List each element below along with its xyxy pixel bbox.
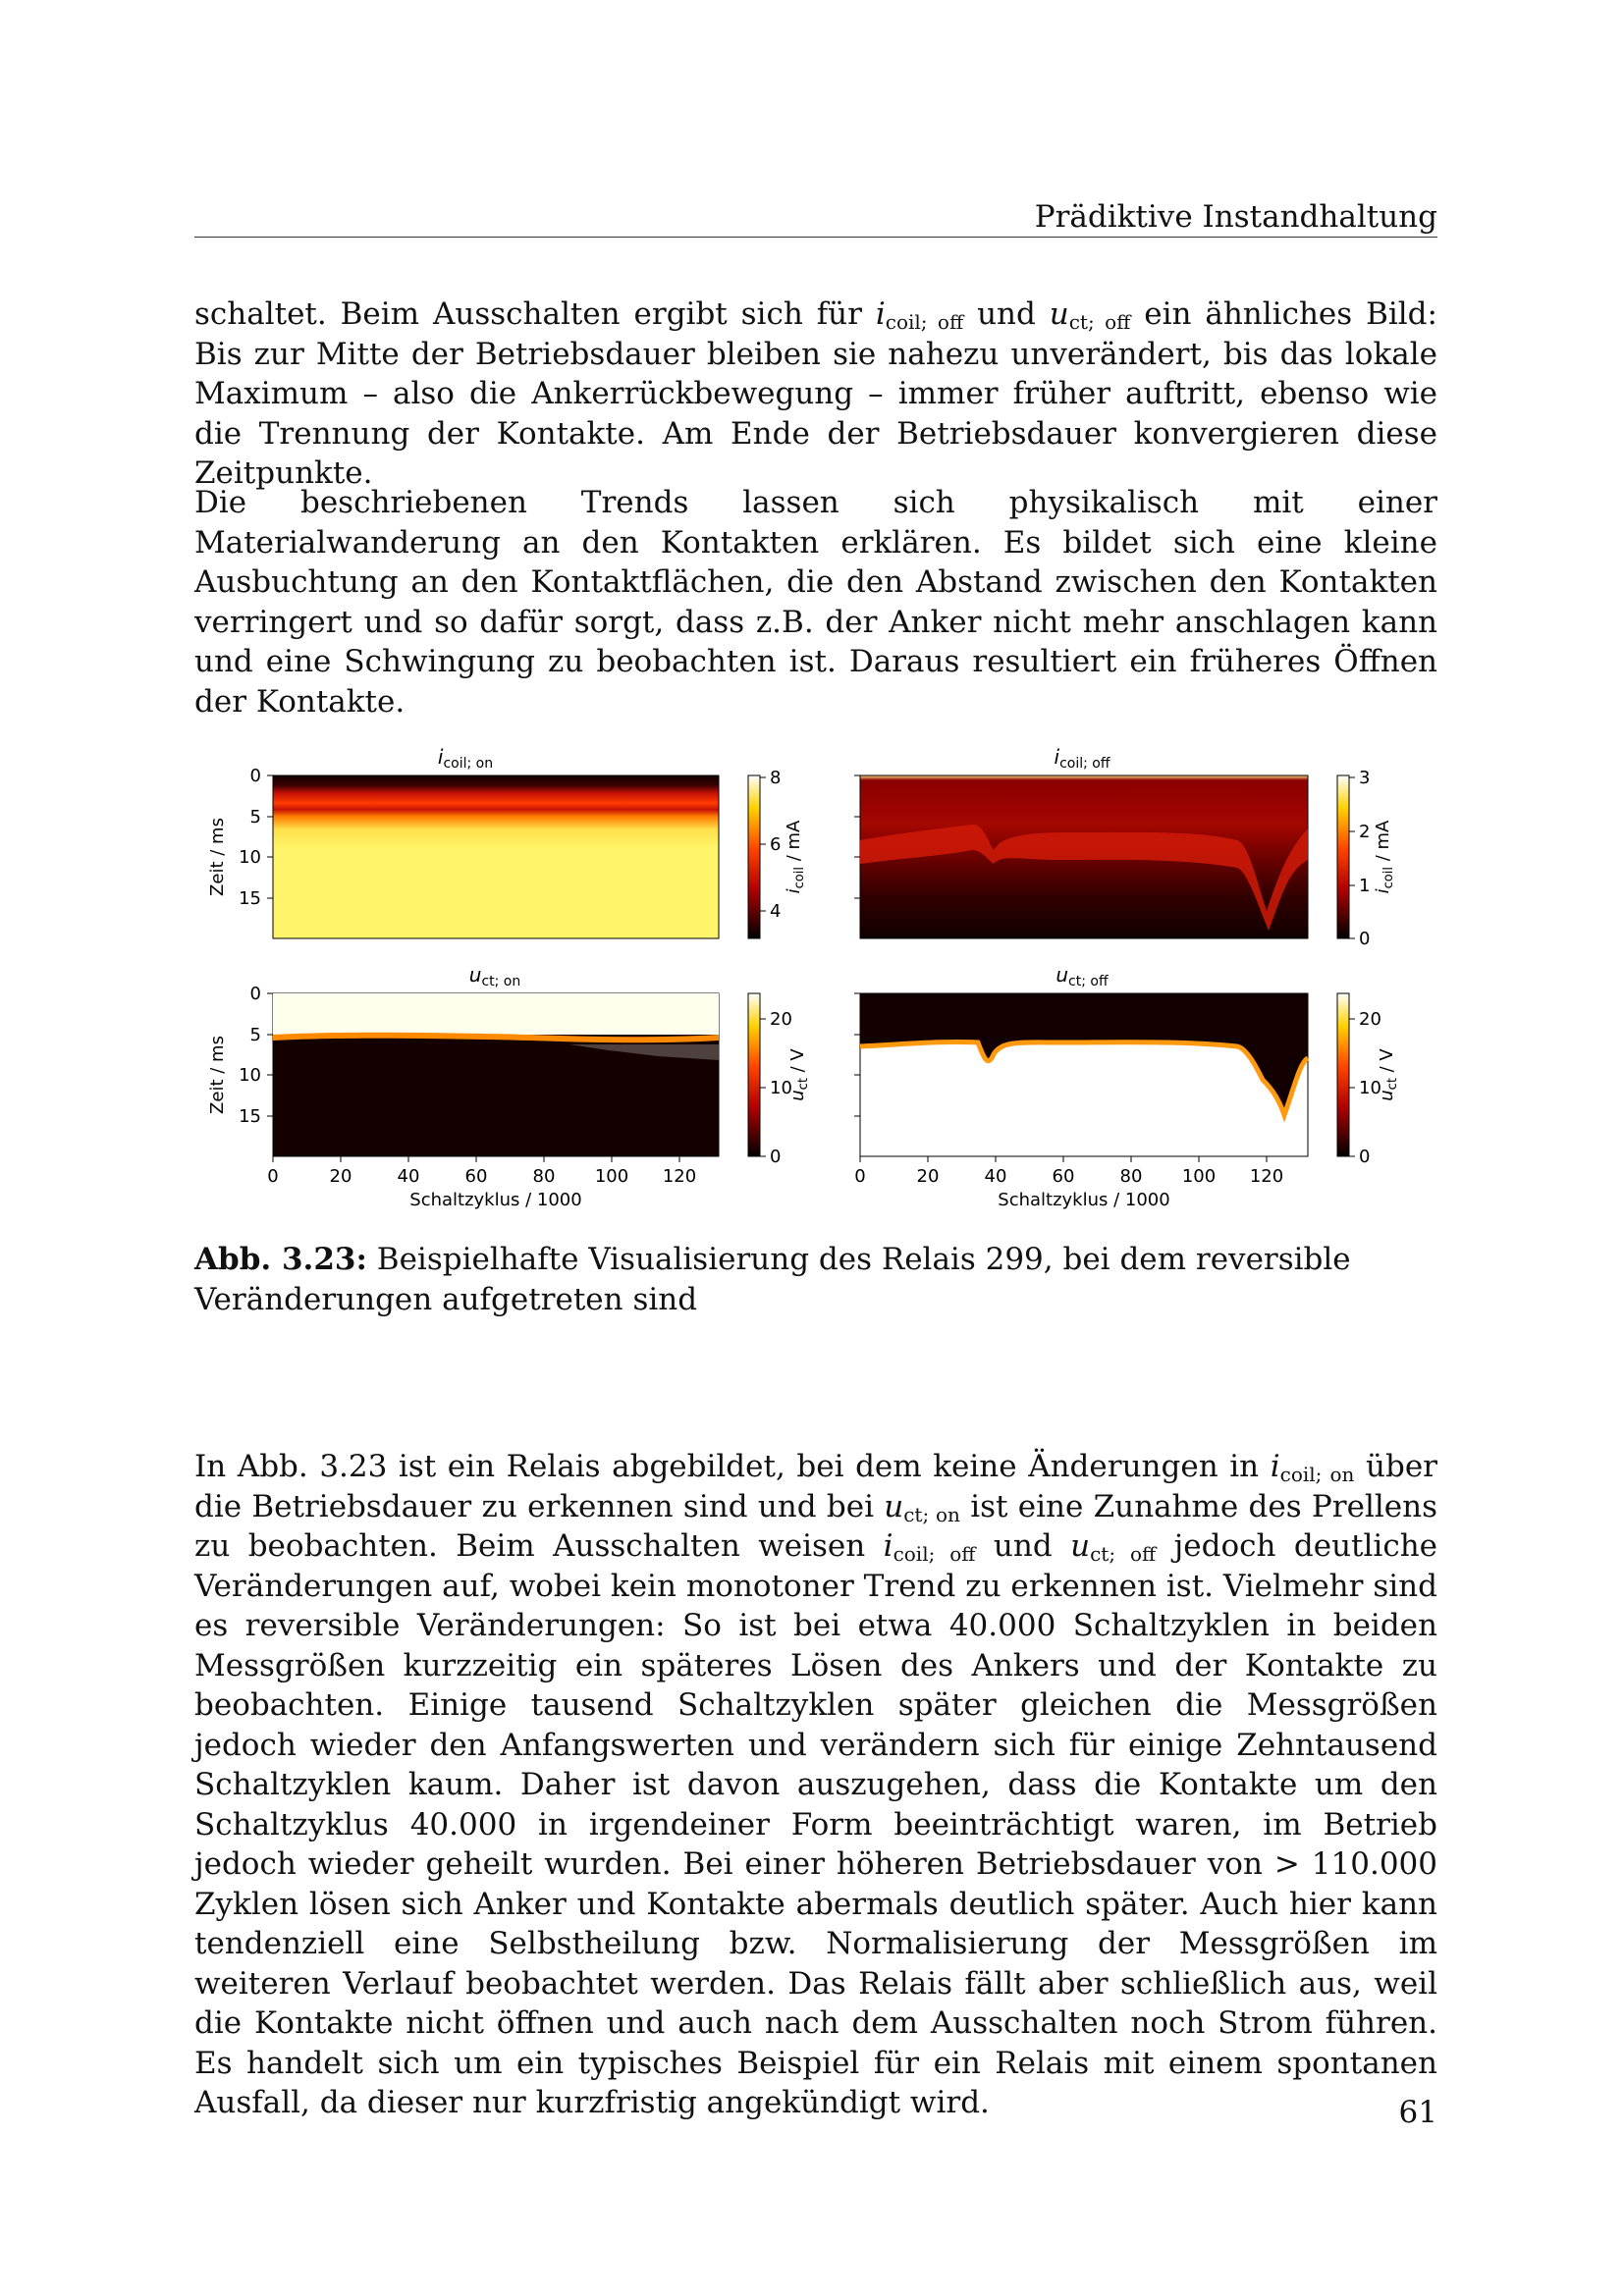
panel-4-title-main: u	[1056, 963, 1069, 987]
caption-text: Beispielhafte Visualisierung des Relais 299, bei dem reversible Veränderungen aufgetreten sind	[194, 1242, 1351, 1317]
cbar2-tick-2: 2	[1359, 822, 1371, 842]
x4-tick-80: 80	[1119, 1166, 1143, 1187]
caption-label: Abb. 3.23:	[194, 1242, 367, 1277]
cbar2-tick-3: 3	[1359, 768, 1371, 788]
p3-math-2: u	[884, 1488, 904, 1524]
x-tick-40: 40	[397, 1166, 420, 1187]
p3-math-4-sub: ct; off	[1090, 1542, 1157, 1566]
cbar2-tick-1: 1	[1359, 876, 1371, 896]
p1-text-2: und	[963, 296, 1050, 332]
panel-1-title-main: i	[437, 745, 444, 769]
y2-tick-0: 0	[249, 984, 261, 1004]
cbar4-tick-20: 20	[1359, 1009, 1381, 1030]
p3-text-4: und	[975, 1528, 1071, 1564]
panel-icoil-off	[854, 745, 1396, 949]
p1-math-1: i	[875, 296, 886, 332]
colorbar-uct-off	[1337, 993, 1349, 1156]
x4-tick-120: 120	[1249, 1166, 1284, 1187]
cbar-tick-6: 6	[770, 834, 782, 855]
colorbar-icoil-off	[1337, 775, 1349, 938]
y-axis-label: Zeit / ms	[207, 818, 228, 896]
p1-math-2-sub: ct; off	[1068, 310, 1131, 334]
cbar3-tick-0: 0	[770, 1147, 782, 1167]
y-tick-5: 5	[249, 807, 261, 828]
cbar-tick-8: 8	[770, 768, 782, 788]
p3-math-1: i	[1270, 1449, 1280, 1484]
panel-3-title	[469, 963, 520, 989]
paragraph-2: Die beschriebenen Trends lassen sich physikalisch mit einer Materialwanderung an den Kontakten erklären. Es bildet sich eine kleine Ausbuchtung an den Kontaktflächen, die den Abstand zwischen den Kontakten verringert und so dafür sorgt, dass z.B. der Anker nicht mehr anschlagen kann und eine Schwingung zu beobachten ist. Daraus resultiert ein früheres Öffnen der Kontakte.	[194, 485, 1437, 720]
cbar-tick-4: 4	[770, 901, 782, 922]
x-tick-20: 20	[329, 1166, 352, 1187]
p1-text-3: ein ähnliches Bild: Bis zur Mitte der Betriebsdauer bleiben sie nahezu unverändert, bis das lokale Maximum – also die Ankerrückbewegung – immer früher auftritt, ebenso wie die Trennung der Kontakte. Am Ende der Betriebsdauer konvergieren diese Zeitpunkte.	[194, 296, 1437, 491]
page-number: 61	[1398, 2095, 1437, 2130]
p3-text-5: jedoch deutliche Veränderungen auf, wobei kein monotoner Trend zu erkennen ist. Vielmehr sind es reversible Veränderungen: So ist bei etwa 40.000 Schaltzyklen in beiden Messgrößen kurzzeitig ein späteres Lösen des Ankers und der Kontakte zu beobachten. Einige tausend Schaltzyklen später gleichen die Messgrößen jedoch wieder den Anfangswerten und verändern sich für einige Zehntausend Schaltzyklen kaum. Daher ist davon auszugehen, dass die Kontakte um den Schaltzyklus 40.000 in irgendeiner Form beeinträchtigt waren, im Betrieb jedoch wieder geheilt wurden. Bei einer höheren Betriebsdauer von > 110.000 Zyklen lösen sich Anker und Kontakte abermals deutlich später. Auch hier kann tendenziell eine Selbstheilung bzw. Normalisierung der Messgrößen im weiteren Verlauf beobachtet werden. Das Relais fällt aber schließlich aus, weil die Kontakte nicht öffnen und auch nach dem Ausschalten noch Strom führen. Es handelt sich um ein typisches Beispiel für ein Relais mit einem spontanen Ausfall, da dieser nur kurzfristig angekündigt wird.	[194, 1528, 1438, 2120]
uct-on-top	[273, 993, 719, 1035]
y-tick-15: 15	[239, 888, 261, 909]
p3-math-2-sub: ct; on	[903, 1502, 960, 1526]
cbar-label-sub: coil	[792, 867, 807, 889]
x4-tick-100: 100	[1181, 1166, 1217, 1187]
cbar2-label	[1373, 820, 1396, 893]
panel-2-title-sub: coil; off	[1059, 756, 1110, 772]
panel-3-title-sub: ct; on	[481, 974, 521, 989]
y-tick-10: 10	[239, 847, 261, 868]
panel-3-title-main: u	[468, 963, 482, 987]
cbar-label-main: i	[784, 888, 804, 894]
panel-uct-on	[207, 963, 811, 1210]
colorbar-icoil-on	[748, 775, 760, 938]
y-tick-0: 0	[249, 766, 261, 786]
x-tick-80: 80	[532, 1166, 556, 1187]
x-tick-60: 60	[464, 1166, 488, 1187]
p3-math-1-sub: coil; on	[1279, 1463, 1355, 1486]
p3-text-1: In Abb. 3.23 ist ein Relais abgebildet, bei dem keine Änderungen in	[194, 1449, 1271, 1484]
running-header	[194, 193, 1437, 238]
running-title: Prädiktive Instandhaltung	[1034, 199, 1437, 235]
y2-tick-5: 5	[249, 1025, 261, 1045]
colorbar-uct-on	[748, 993, 760, 1156]
cbar3-label-unit: / V	[787, 1048, 808, 1079]
panel-2-title	[1055, 745, 1110, 772]
y2-tick-10: 10	[239, 1065, 261, 1086]
p3-math-3: i	[883, 1528, 893, 1564]
cbar4-label-unit: / V	[1377, 1048, 1397, 1079]
cbar2-label-sub: coil	[1381, 867, 1396, 889]
y2-axis-label: Zeit / ms	[207, 1036, 228, 1114]
x4-tick-60: 60	[1052, 1166, 1075, 1187]
heatmap-icoil-on	[273, 775, 719, 938]
cbar4-label-main: u	[1377, 1090, 1397, 1101]
x-tick-120: 120	[662, 1166, 697, 1187]
cbar-label-unit: / mA	[784, 820, 804, 868]
p1-math-2: u	[1049, 296, 1069, 332]
y2-tick-15: 15	[239, 1106, 261, 1127]
p1-text-1: schaltet. Beim Ausschalten ergibt sich für	[194, 296, 876, 332]
panel-icoil-on	[207, 745, 807, 938]
x4-tick-0: 0	[854, 1166, 866, 1187]
p3-text-3: ist eine Zunahme des Prellens zu beobachten. Beim Ausschalten weisen	[194, 1488, 1437, 1564]
cbar4-label	[1377, 1048, 1400, 1101]
p3-math-3-sub: coil; off	[893, 1542, 976, 1566]
x4-axis-label: Schaltzyklus / 1000	[998, 1190, 1170, 1210]
paragraph-1	[194, 294, 1437, 494]
cbar4-tick-0: 0	[1359, 1147, 1371, 1167]
figure-caption	[194, 1240, 1437, 1319]
cbar-label	[784, 820, 807, 893]
cbar2-tick-0: 0	[1359, 929, 1371, 949]
figure-heatmaps	[196, 734, 1434, 1225]
panel-1-title	[438, 745, 493, 772]
panel-4-title-sub: ct; off	[1068, 974, 1109, 989]
cbar3-tick-10: 10	[770, 1078, 792, 1098]
cbar3-label-main: u	[787, 1090, 808, 1101]
cbar3-tick-20: 20	[770, 1009, 792, 1030]
cbar3-label-sub: ct	[796, 1078, 811, 1091]
panel-1-title-sub: coil; on	[443, 756, 494, 772]
panel-4-title	[1056, 963, 1109, 989]
cbar4-label-sub: ct	[1385, 1078, 1400, 1091]
panel-uct-off	[854, 963, 1400, 1210]
cbar2-label-main: i	[1373, 888, 1393, 894]
x-tick-0: 0	[267, 1166, 279, 1187]
p1-math-1-sub: coil; off	[885, 310, 964, 334]
paragraph-3	[194, 1447, 1437, 2123]
x-tick-100: 100	[594, 1166, 629, 1187]
panel-2-title-main: i	[1054, 745, 1060, 769]
cbar3-label	[787, 1048, 811, 1101]
x4-tick-20: 20	[916, 1166, 940, 1187]
x4-tick-40: 40	[984, 1166, 1007, 1187]
cbar2-label-unit: / mA	[1373, 820, 1393, 868]
p3-math-4: u	[1070, 1528, 1091, 1564]
x-axis-label: Schaltzyklus / 1000	[409, 1190, 582, 1210]
figure-svg	[196, 734, 1434, 1225]
p3-text-2: über die Betriebsdauer zu erkennen sind und bei	[194, 1449, 1438, 1524]
cbar4-tick-10: 10	[1359, 1078, 1381, 1098]
